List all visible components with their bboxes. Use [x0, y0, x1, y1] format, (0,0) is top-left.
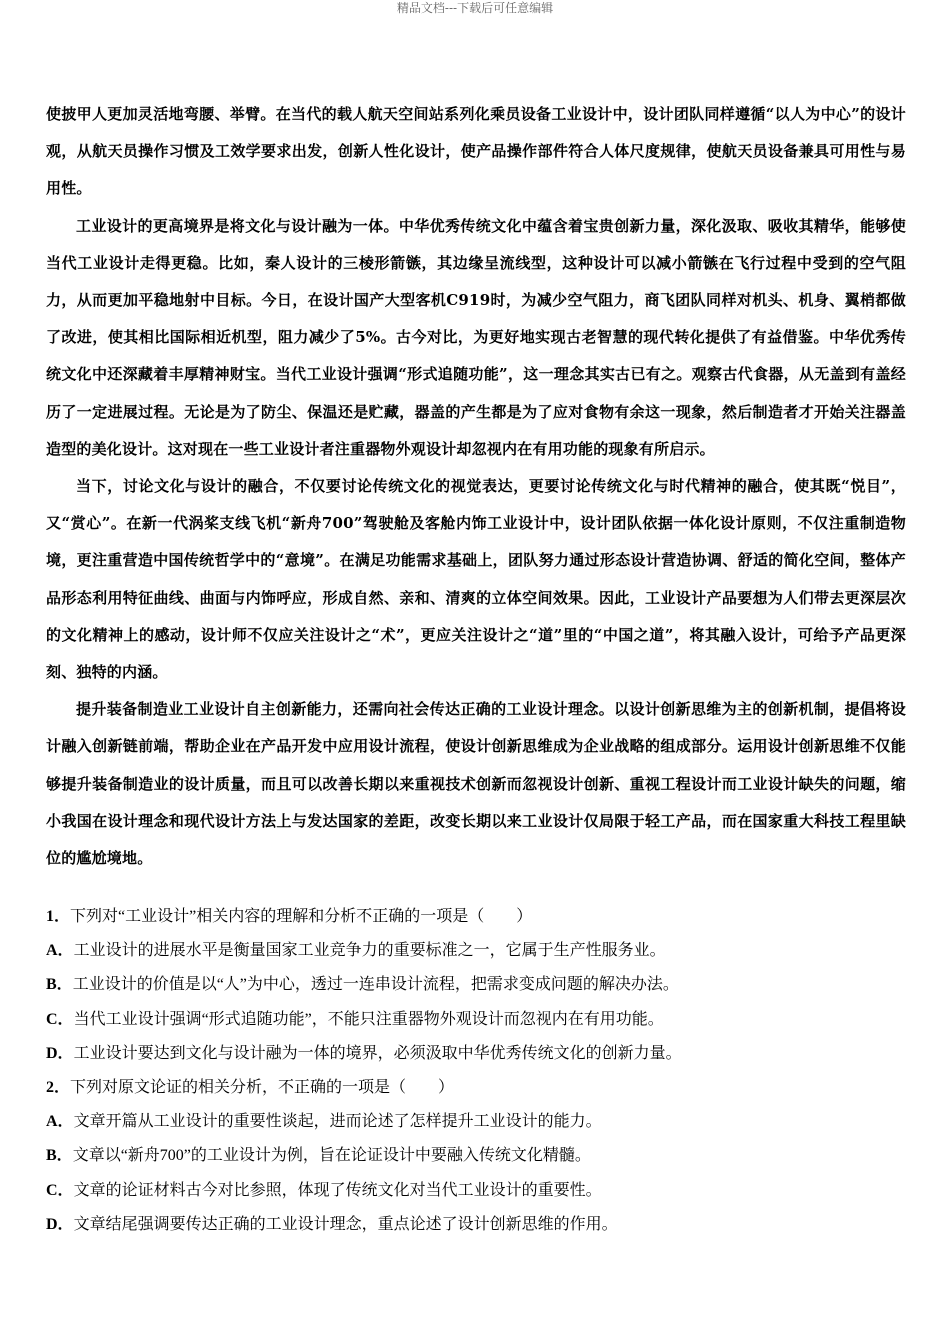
option-text: 工业设计的价值是以“人”为中心，透过一连串设计流程，把需求变成问题的解决办法。 — [72, 976, 679, 994]
question-number: 2． — [46, 1079, 71, 1097]
option-text: 文章结尾强调要传达正确的工业设计理念，重点论述了设计创新思维的作用。 — [73, 1215, 618, 1233]
question-1-option-d — [46, 1037, 906, 1071]
option-key: B． — [46, 1147, 73, 1165]
question-stem: 下列对“工业设计”相关内容的理解和分析不正确的一项是（ ） — [70, 908, 533, 925]
option-text: 工业设计的进展水平是衡量国家工业竞争力的重要标准之一，它属于生产性服务业。 — [73, 942, 666, 960]
question-1 — [46, 900, 906, 934]
question-section — [46, 900, 906, 1242]
question-2 — [46, 1071, 906, 1105]
article-paragraph-3: 当下，讨论文化与设计的融合，不仅要讨论传统文化的视觉表达，更要讨论传统文化与时代精神的融合，使其既“悦目”，又“赏心”。在新一代涡桨支线飞机“新舟700”驾驶舱及客舱内饰工业设计中，设计团队依据一体化设计原则，不仅注重制造物境，更注重营造中国传统哲学中的“意境”。在满足功能需求基础上，团队努力通过形态设计营造协调、舒适的简化空间，整体产品形态利用特征曲线、曲面与内饰呼应，形成自然、亲和、清爽的立体空间效果。因此，工业设计产品要想为人们带去更深层次的文化精神上的感动，设计师不仅应关注设计之“术”，更应关注设计之“道”里的“中国之道”，将其融入设计，可给予产品更深刻、独特的内涵。 — [46, 477, 906, 682]
question-1-option-c — [46, 1003, 906, 1037]
option-key: A． — [46, 1113, 74, 1131]
option-key: C． — [46, 1181, 74, 1199]
question-2-option-a — [46, 1105, 906, 1139]
option-key: D． — [46, 1215, 74, 1233]
question-stem: 下列对原文论证的相关分析，不正确的一项是（ ） — [70, 1079, 455, 1097]
question-2-option-c — [46, 1174, 906, 1208]
option-text: 当代工业设计强调“形式追随功能”，不能只注重器物外观设计而忽视内在有用功能。 — [73, 1010, 664, 1028]
option-key: D． — [46, 1044, 74, 1062]
article-paragraph-2: 工业设计的更高境界是将文化与设计融为一体。中华优秀传统文化中蕴含着宝贵创新力量，深化汲取、吸收其精华，能够使当代工业设计走得更稳。比如，秦人设计的三棱形箭镞，其边缘呈流线型，这种设计可以减小箭镞在飞行过程中受到的空气阻力，从而更加平稳地射中目标。今日，在设计国产大型客机C919时，为减少空气阻力，商飞团队同样对机头、机身、翼梢都做了改进，使其相比国际相近机型，阻力减少了5%。古今对比，为更好地实现古老智慧的现代转化提供了有益借鉴。中华优秀传统文化中还深藏着丰厚精神财宝。当代工业设计强调“形式追随功能”，这一理念其实古已有之。观察古代食器，从无盖到有盖经历了一定进展过程。无论是为了防尘、保温还是贮藏，器盖的产生都是为了应对食物有余这一现象，然后制造者才开始关注器盖造型的美化设计。这对现在一些工业设计者注重器物外观设计却忽视内在有用功能的现象有所启示。 — [46, 216, 906, 458]
question-2-option-d — [46, 1208, 906, 1242]
article-body — [46, 96, 906, 877]
article-paragraph-1: 使披甲人更加灵活地弯腰、举臂。在当代的载人航天空间站系列化乘员设备工业设计中，设计团队同样遵循“以人为中心”的设计观，从航天员操作习惯及工效学要求出发，创新人性化设计，使产品操作部件符合人体尺度规律，使航天员设备兼具可用性与易用性。 — [46, 105, 906, 198]
question-2-option-b — [46, 1139, 906, 1173]
question-number: 1． — [46, 908, 71, 925]
option-key: B． — [46, 976, 73, 994]
question-1-option-a — [46, 934, 906, 968]
option-key: A． — [46, 942, 74, 960]
option-text: 文章以“新舟700”的工业设计为例，旨在论证设计中要融入传统文化精髓。 — [72, 1147, 591, 1165]
option-text: 工业设计要达到文化与设计融为一体的境界，必须汲取中华优秀传统文化的创新力量。 — [73, 1044, 682, 1062]
option-key: C． — [46, 1010, 74, 1028]
question-1-option-b — [46, 968, 906, 1002]
option-text: 文章开篇从工业设计的重要性谈起，进而论述了怎样提升工业设计的能力。 — [73, 1113, 602, 1131]
option-text: 文章的论证材料古今对比参照，体现了传统文化对当代工业设计的重要性。 — [73, 1181, 602, 1199]
article-paragraph-4: 提升装备制造业工业设计自主创新能力，还需向社会传达正确的工业设计理念。以设计创新思维为主的创新机制，提倡将设计融入创新链前端，帮助企业在产品开发中应用设计流程，使设计创新思维成为企业战略的组成部分。运用设计创新思维不仅能够提升装备制造业的设计质量，而且可以改善长期以来重视技术创新而忽视设计创新、重视工程设计而工业设计缺失的问题，缩小我国在设计理念和现代设计方法上与发达国家的差距，改变长期以来工业设计仅局限于轻工产品，而在国家重大科技工程里缺位的尴尬境地。 — [46, 700, 906, 868]
page-header-watermark: 精品文档---下载后可任意编辑 — [396, 1, 554, 15]
